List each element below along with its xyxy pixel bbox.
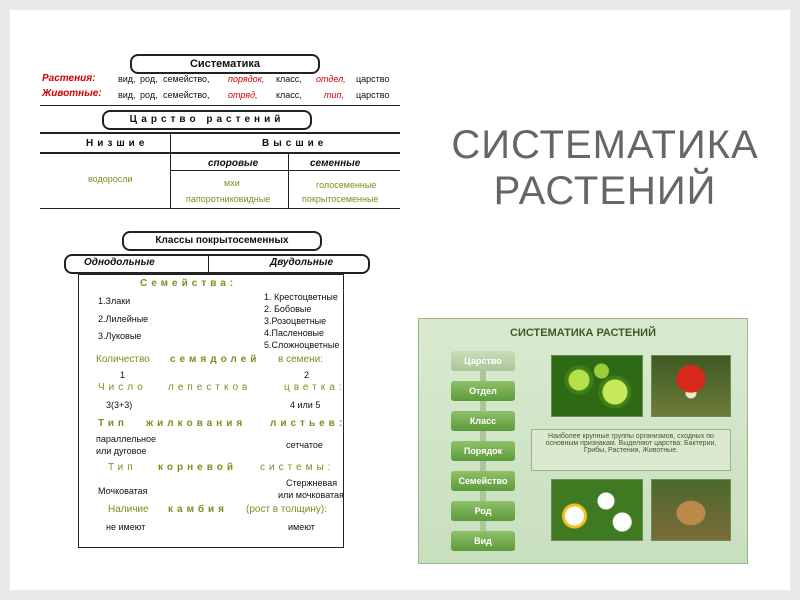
- plants-rank-6: отдел,: [316, 74, 346, 84]
- root-label-1: Тип: [108, 462, 137, 473]
- cotyledons-label-2: семядолей: [170, 354, 261, 365]
- venation-label-2: жилкования: [146, 418, 247, 429]
- root-di-1: Стержневая: [286, 478, 338, 488]
- rank-button-genus[interactable]: Род: [451, 501, 515, 521]
- algae: водоросли: [88, 174, 133, 184]
- picture-title: СИСТЕМАТИКА РАСТЕНИЙ: [510, 327, 656, 339]
- cambium-label-3: (рост в толщину):: [246, 504, 327, 515]
- root-label-3: системы:: [260, 462, 335, 473]
- seed-plants: семенные: [310, 158, 361, 169]
- cotyledons-mono: 1: [120, 370, 126, 380]
- plants-rank-2: род,: [140, 74, 158, 84]
- root-di-2: или мочковатая: [278, 490, 344, 500]
- petals-di: 4 или 5: [290, 400, 321, 410]
- rank-button-class[interactable]: Класс: [451, 411, 515, 431]
- kingdom-box: Царство растений: [102, 110, 312, 130]
- petals-label-2: лепестков: [168, 382, 252, 393]
- arrow-icon: [480, 461, 486, 471]
- di-family-5: 5.Сложноцветные: [264, 340, 340, 350]
- cotyledons-label-3: в семени:: [278, 354, 323, 365]
- bacteria-photo: [551, 355, 643, 417]
- arrow-icon: [480, 401, 486, 411]
- venation-di: сетчатое: [286, 440, 323, 450]
- rank-button-division[interactable]: Отдел: [451, 381, 515, 401]
- divider: [170, 170, 400, 171]
- plants-rank-7: царство: [356, 74, 390, 84]
- systematics-picture: [418, 318, 748, 564]
- divider: [40, 208, 400, 209]
- di-family-1: 1. Крестоцветные: [264, 292, 338, 302]
- divider: [208, 256, 209, 272]
- cotyledons-label-1: Количество: [96, 354, 150, 365]
- arrow-icon: [480, 431, 486, 441]
- animals-rank-5: класс,: [276, 90, 302, 100]
- monocots: Однодольные: [84, 257, 155, 268]
- systematics-scheme: [40, 50, 400, 550]
- petals-label-3: цветка:: [284, 382, 346, 393]
- mosses: мхи: [224, 178, 240, 188]
- di-family-3: 3.Розоцветные: [264, 316, 327, 326]
- plants-label: Растения:: [42, 73, 96, 84]
- venation-label-3: листьев:: [270, 418, 347, 429]
- slide-title: [440, 122, 770, 214]
- venation-mono-1: параллельное: [96, 434, 157, 444]
- divider: [40, 152, 400, 154]
- mono-family-2: 2.Лилейные: [98, 314, 149, 324]
- animals-rank-2: род,: [140, 90, 158, 100]
- cambium-label-1: Наличие: [108, 504, 149, 515]
- petals-mono: 3(3+3): [106, 400, 133, 410]
- animals-rank-3: семейство,: [163, 90, 210, 100]
- animals-rank-4: отряд,: [228, 90, 258, 100]
- gymnosperms: голосеменные: [316, 180, 377, 190]
- di-family-4: 4.Пасленовые: [264, 328, 324, 338]
- plants-rank-3: семейство,: [163, 74, 210, 84]
- families-label: Семейства:: [140, 278, 238, 289]
- mushroom-photo: [651, 355, 731, 417]
- spore-plants: споровые: [208, 158, 259, 169]
- lion-photo: [651, 479, 731, 541]
- plants-rank-4: порядок,: [228, 74, 265, 84]
- animals-rank-6: тип,: [324, 90, 344, 100]
- daisies-photo: [551, 479, 643, 541]
- mono-family-1: 1.Злаки: [98, 296, 131, 306]
- divider: [40, 105, 400, 106]
- dicots: Двудольные: [270, 257, 334, 268]
- rank-button-family[interactable]: Семейство: [451, 471, 515, 491]
- plants-rank-5: класс,: [276, 74, 302, 84]
- divider: [40, 132, 400, 134]
- slide-title-line2: РАСТЕНИЙ: [493, 169, 717, 213]
- lower-plants: Низшие: [86, 138, 149, 149]
- petals-label-1: Число: [98, 382, 147, 393]
- cambium-di: имеют: [288, 522, 315, 532]
- slide-title-line1: СИСТЕМАТИКА: [451, 123, 759, 167]
- venation-label-1: Тип: [98, 418, 128, 429]
- angio-classes-box: Классы покрытосеменных: [122, 231, 322, 251]
- animals-rank-1: вид,: [118, 90, 136, 100]
- animals-label: Животные:: [42, 88, 102, 99]
- mono-family-3: 3.Луковые: [98, 331, 142, 341]
- cambium-mono: не имеют: [106, 522, 146, 532]
- root-mono: Мочковатая: [98, 486, 148, 496]
- scheme-header: Систематика: [130, 54, 320, 74]
- arrow-icon: [480, 521, 486, 531]
- venation-mono-2: или дуговое: [96, 446, 147, 456]
- divider: [170, 134, 171, 208]
- rank-button-kingdom[interactable]: Царство: [451, 351, 515, 371]
- arrow-icon: [480, 371, 486, 381]
- rank-button-order[interactable]: Порядок: [451, 441, 515, 461]
- di-family-2: 2. Бобовые: [264, 304, 312, 314]
- ranks-note: Наиболее крупные группы организмов, сходных по основным признакам. Выделяют царства: Бактерии, Грибы, Растения, Животные.: [531, 429, 731, 471]
- animals-rank-7: царство: [356, 90, 390, 100]
- cotyledons-di: 2: [304, 370, 310, 380]
- plants-rank-1: вид,: [118, 74, 136, 84]
- ferns: папоротниковидные: [186, 194, 271, 204]
- rank-button-species[interactable]: Вид: [451, 531, 515, 551]
- root-label-2: корневой: [158, 462, 237, 473]
- divider: [288, 154, 289, 208]
- angiosperms: покрытосеменные: [302, 194, 379, 204]
- cambium-label-2: камбия: [168, 504, 228, 515]
- higher-plants: Высшие: [262, 138, 328, 149]
- arrow-icon: [480, 491, 486, 501]
